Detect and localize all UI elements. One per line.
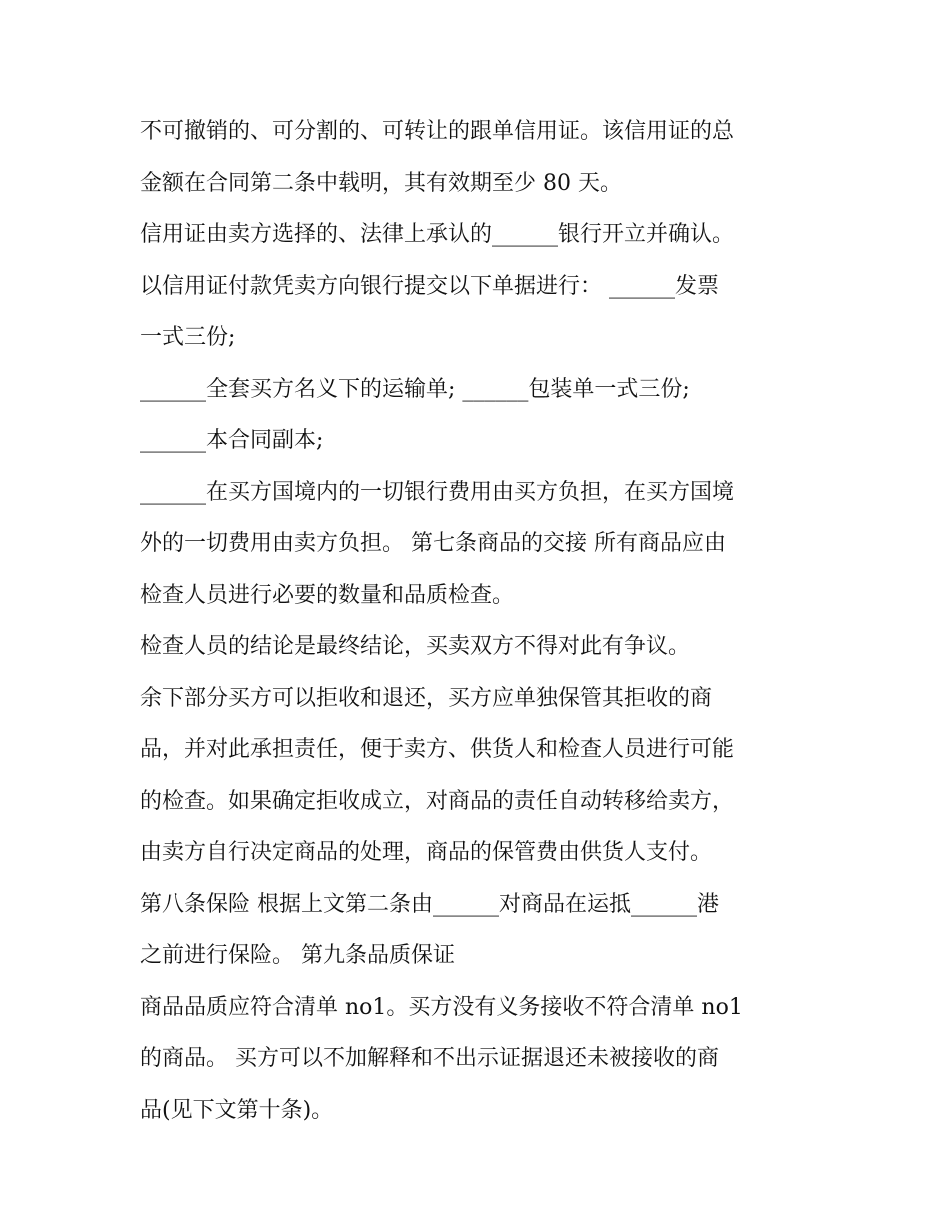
text-line: 的商品。 买方可以不加解释和不出示证据退还未被接收的商 [140,1046,719,1071]
text-line: 不可撤销的、可分割的、可转让的跟单信用证。该信用证的总 [140,119,735,144]
text-line: 的检查。如果确定拒收成立，对商品的责任自动转移给卖方， [140,788,735,814]
text-line: 之前进行保险。 第九条品质保证 [140,943,455,968]
text-line: 品，并对此承担责任，便于卖方、供货人和检查人员进行可能 [140,737,735,762]
text-line: 以信用证付款凭卖方向银行提交以下单据进行： ______发票 [140,273,719,299]
text-line: 品(见下文第十条)。 [140,1097,334,1123]
text-line: 信用证由卖方选择的、法律上承认的______银行开立并确认。 [140,222,735,247]
text-line: 金额在合同第二条中载明，其有效期至少 80 天。 [140,170,622,196]
text-line: ______在买方国境内的一切银行费用由买方负担，在买方国境 [140,479,735,505]
text-line: 外的一切费用由卖方负担。 第七条商品的交接 所有商品应由 [140,531,726,556]
text-line: ______全套买方名义下的运输单; ______包装单一式三份; [140,376,690,402]
text-line: 检查人员的结论是最终结论，买卖双方不得对此有争议。 [140,634,691,659]
text-line: 余下部分买方可以拒收和退还，买方应单独保管其拒收的商 [140,685,713,711]
document-body [140,106,820,1136]
text-line: 商品品质应符合清单 no1。买方没有义务接收不符合清单 no1 [140,994,743,1020]
text-line: ______本合同副本; [140,428,324,453]
text-line: 检查人员进行必要的数量和品质检查。 [140,582,515,608]
text-line: 由卖方自行决定商品的处理，商品的保管费由供货人支付。 [140,840,713,865]
text-line: 一式三份; [140,325,236,350]
text-line: 第八条保险 根据上文第二条由______对商品在运抵______港 [140,891,719,917]
